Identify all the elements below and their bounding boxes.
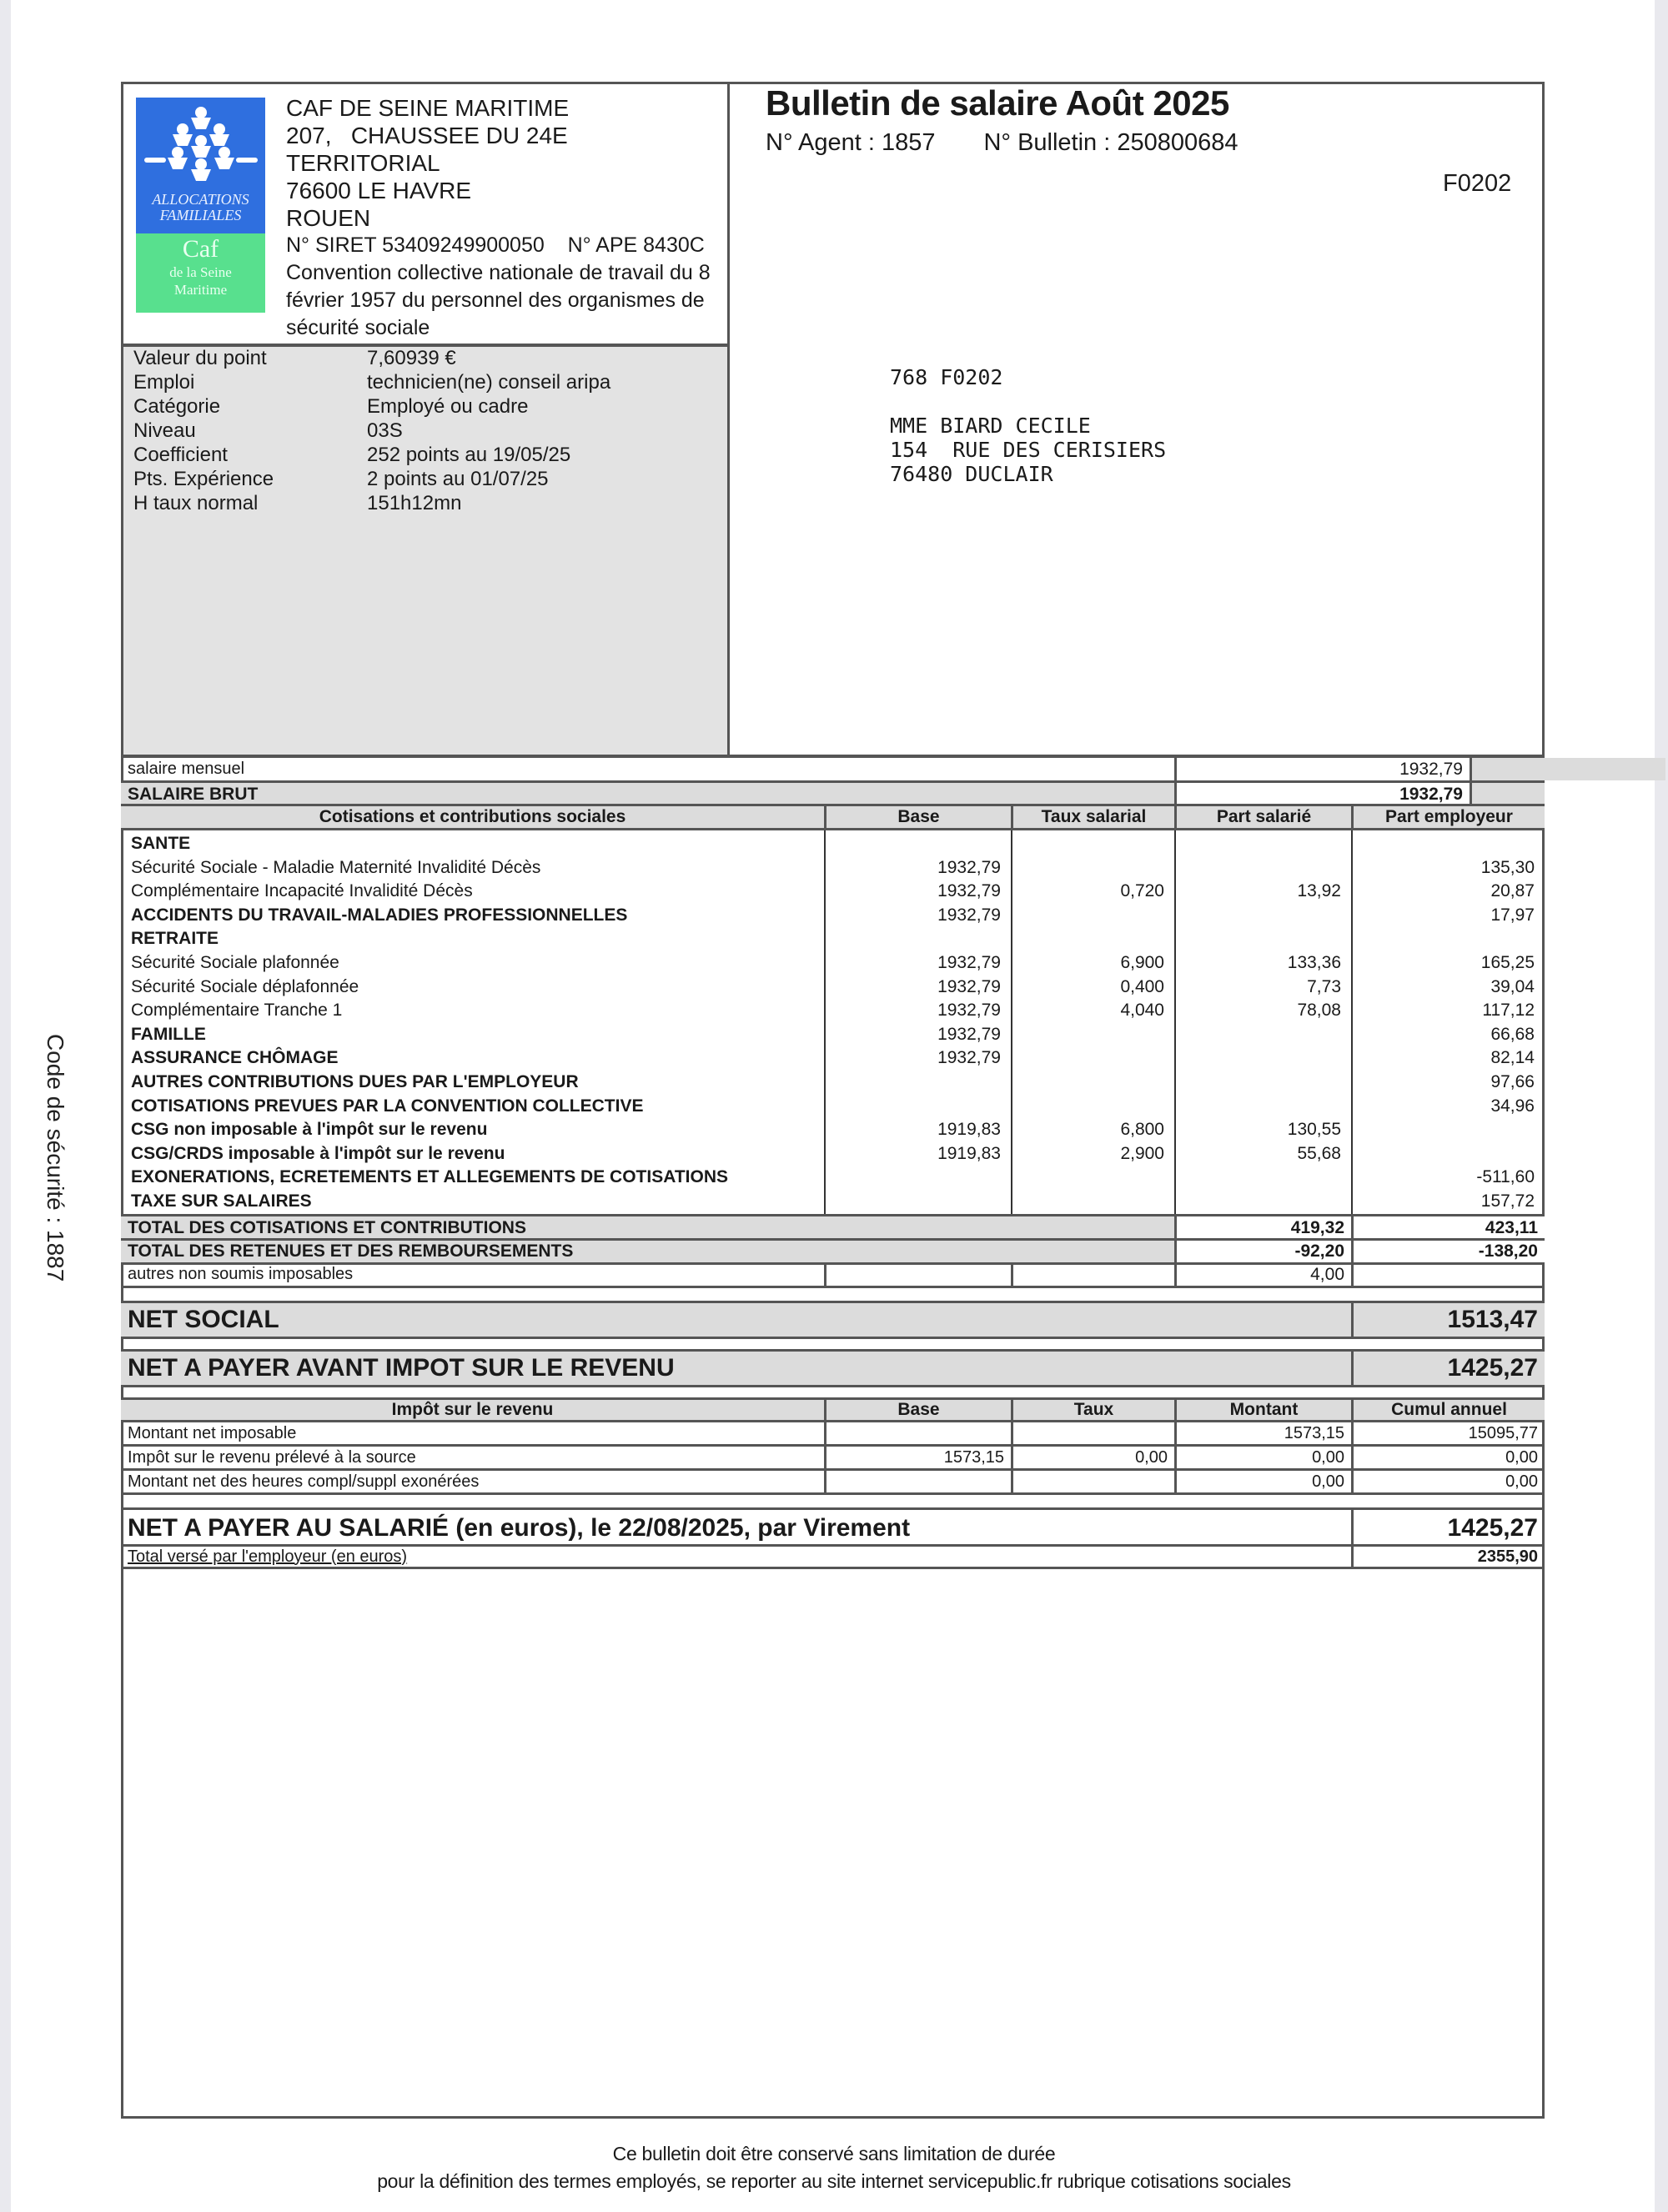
employer-convention: Convention collective nationale de travail du 8 février 1957 du personnel des organismes de sécurité sociale bbox=[286, 261, 711, 339]
contrib-row-label: AUTRES CONTRIBUTIONS DUES PAR L'EMPLOYEUR bbox=[131, 1072, 579, 1091]
net-pay-value: 1425,27 bbox=[1351, 1510, 1545, 1546]
tax-col-label: Impôt sur le revenu bbox=[391, 1400, 554, 1419]
tax-col-rate: Taux bbox=[1011, 1400, 1174, 1420]
page-edge-right bbox=[1655, 0, 1668, 2212]
employer-address3: 76600 LE HAVRE bbox=[286, 178, 472, 203]
contrib-row-rate: 4,040 bbox=[1120, 1001, 1164, 1021]
contrib-row-label: TAXE SUR SALAIRES bbox=[131, 1191, 312, 1211]
tax-col-base: Base bbox=[824, 1400, 1011, 1420]
employer-address1: 207, CHAUSSEE DU 24E bbox=[286, 123, 568, 148]
tax-row-cumul: 0,00 bbox=[1351, 1471, 1545, 1492]
contrib-row-employer: -511,60 bbox=[1476, 1167, 1535, 1187]
caf-family-figures-icon bbox=[136, 98, 265, 189]
total-retenues-row bbox=[121, 1238, 1545, 1265]
tax-col-cumul: Cumul annuel bbox=[1351, 1400, 1545, 1420]
tax-row-amount: 1573,15 bbox=[1174, 1422, 1351, 1444]
bulletin-code: F0202 bbox=[1443, 170, 1512, 197]
contrib-row-label: FAMILLE bbox=[131, 1024, 206, 1044]
info-value: 151h12mn bbox=[367, 492, 462, 514]
caf-logo bbox=[136, 98, 265, 313]
contrib-row-label: EXONERATIONS, ECRETEMENTS ET ALLEGEMENTS DE COTISATIONS bbox=[131, 1167, 728, 1187]
page-edge-left bbox=[0, 0, 11, 2212]
logo-bottom bbox=[136, 233, 265, 313]
contrib-row-employer: 66,68 bbox=[1490, 1024, 1535, 1044]
total-retenues-label: TOTAL DES RETENUES ET DES REMBOURSEMENTS bbox=[128, 1241, 574, 1261]
info-row bbox=[133, 371, 610, 394]
total-contrib-employer: 423,11 bbox=[1351, 1216, 1545, 1239]
bulletin-ids bbox=[766, 129, 1287, 157]
info-value: 7,60939 € bbox=[367, 347, 456, 369]
autres-employer bbox=[1351, 1263, 1545, 1286]
contrib-row-label: Sécurité Sociale plafonnée bbox=[131, 953, 339, 972]
tax-row-label: Montant net imposable bbox=[128, 1423, 297, 1442]
info-row bbox=[133, 492, 461, 515]
net-before-tax-row bbox=[121, 1349, 1545, 1387]
contrib-row-employee: 55,68 bbox=[1297, 1143, 1341, 1163]
info-label: Catégorie bbox=[133, 395, 221, 418]
tax-row-rate: 0,00 bbox=[1011, 1447, 1174, 1468]
tax-row bbox=[121, 1422, 1545, 1447]
tax-row-rate bbox=[1011, 1471, 1174, 1492]
contrib-row-employer: 117,12 bbox=[1482, 1001, 1535, 1021]
contrib-row-employee: 13,92 bbox=[1297, 881, 1341, 901]
total-retenues-employer: -138,20 bbox=[1351, 1241, 1545, 1262]
info-row bbox=[133, 468, 549, 491]
col-header-base: Base bbox=[824, 806, 1011, 828]
contrib-row-base: 1932,79 bbox=[937, 881, 1001, 901]
contrib-row-label: ACCIDENTS DU TRAVAIL-MALADIES PROFESSIONNELLES bbox=[131, 905, 628, 925]
recipient-city: 76480 DUCLAIR bbox=[890, 462, 1053, 486]
gross-salary-row bbox=[121, 780, 1545, 805]
tax-row-cumul: 15095,77 bbox=[1351, 1422, 1545, 1444]
logo-sub-text bbox=[136, 263, 265, 298]
bulletin-number: N° Bulletin : 250800684 bbox=[983, 129, 1238, 156]
info-value: 2 points au 01/07/25 bbox=[367, 468, 549, 490]
employer-address4: ROUEN bbox=[286, 205, 371, 231]
contrib-row-base: 1932,79 bbox=[937, 1001, 1001, 1021]
col-header-employee: Part salarié bbox=[1174, 806, 1351, 828]
logo-top bbox=[136, 98, 265, 233]
contrib-row-employer: 97,66 bbox=[1490, 1072, 1535, 1091]
logo-caf-text: Caf bbox=[182, 235, 219, 263]
info-value: 03S bbox=[367, 419, 403, 442]
security-code: Code de sécurité : 1887 bbox=[43, 1034, 68, 1282]
autres-rate bbox=[1011, 1263, 1174, 1286]
net-pay-row bbox=[121, 1507, 1545, 1546]
contrib-row-employer: 82,14 bbox=[1490, 1048, 1535, 1068]
employer-address2: TERRITORIAL bbox=[286, 150, 440, 176]
contrib-row-employee: 130,55 bbox=[1287, 1120, 1341, 1140]
total-retenues-employee: -92,20 bbox=[1174, 1241, 1351, 1262]
tax-col-amount: Montant bbox=[1174, 1400, 1351, 1420]
info-value: Employé ou cadre bbox=[367, 395, 529, 418]
total-contrib-label: TOTAL DES COTISATIONS ET CONTRIBUTIONS bbox=[128, 1217, 526, 1237]
net-social-label: NET SOCIAL bbox=[128, 1306, 279, 1333]
contrib-row-label: Sécurité Sociale déplafonnée bbox=[131, 976, 359, 996]
contrib-row-employee: 78,08 bbox=[1297, 1001, 1341, 1021]
contrib-row-employer: 165,25 bbox=[1480, 953, 1535, 972]
autres-label: autres non soumis imposables bbox=[128, 1265, 354, 1283]
info-row bbox=[133, 444, 570, 467]
contrib-row-rate: 0,720 bbox=[1120, 881, 1164, 901]
info-value: technicien(ne) conseil aripa bbox=[367, 371, 611, 394]
tax-row-base bbox=[824, 1471, 1011, 1492]
contrib-row-label: Complémentaire Tranche 1 bbox=[131, 1001, 343, 1021]
col-header-employer: Part employeur bbox=[1351, 806, 1545, 828]
contrib-row-label: Complémentaire Incapacité Invalidité Décès bbox=[131, 881, 473, 901]
autres-employee: 4,00 bbox=[1174, 1263, 1351, 1286]
contrib-row-base: 1932,79 bbox=[937, 976, 1001, 996]
footer-line1: Ce bulletin doit être conservé sans limitation de durée bbox=[612, 2143, 1056, 2164]
employer-details bbox=[286, 94, 728, 342]
tax-row-amount: 0,00 bbox=[1174, 1447, 1351, 1468]
employer-ape: N° APE 8430C bbox=[567, 233, 705, 257]
tax-row-base bbox=[824, 1422, 1011, 1444]
tax-row-base: 1573,15 bbox=[824, 1447, 1011, 1468]
employer-total-label: Total versé par l'employeur (en euros) bbox=[128, 1547, 408, 1566]
contrib-row-employer: 17,97 bbox=[1490, 905, 1535, 925]
contrib-row-base: 1932,79 bbox=[937, 905, 1001, 925]
employer-total-row bbox=[121, 1544, 1545, 1569]
employer-total-value: 2355,90 bbox=[1351, 1547, 1545, 1567]
net-social-row bbox=[121, 1301, 1545, 1339]
info-label: Emploi bbox=[133, 371, 195, 394]
contrib-row-employer: 34,96 bbox=[1490, 1096, 1535, 1116]
contrib-row-employer: 39,04 bbox=[1490, 976, 1535, 996]
contrib-row-label: COTISATIONS PREVUES PAR LA CONVENTION COLLECTIVE bbox=[131, 1096, 644, 1116]
contrib-row-employer: 157,72 bbox=[1480, 1191, 1535, 1211]
contrib-row-rate: 2,900 bbox=[1120, 1143, 1164, 1163]
contrib-row-base: 1932,79 bbox=[937, 857, 1001, 877]
info-row bbox=[133, 395, 528, 419]
tax-row-label: Impôt sur le revenu prélevé à la source bbox=[128, 1447, 416, 1467]
employer-name: CAF DE SEINE MARITIME bbox=[286, 95, 570, 121]
footer-line2: pour la définition des termes employés, se reporter au site internet servicepublic.fr rubrique cotisations sociales bbox=[377, 2170, 1291, 2192]
total-contrib-employee: 419,32 bbox=[1174, 1216, 1351, 1239]
net-before-tax-value: 1425,27 bbox=[1351, 1352, 1545, 1385]
bulletin-block bbox=[727, 82, 1545, 757]
tax-row-label: Montant net des heures compl/suppl exonérées bbox=[128, 1472, 480, 1491]
contrib-row-label: RETRAITE bbox=[131, 929, 219, 949]
info-row bbox=[133, 419, 403, 443]
logo-sub2: Maritime bbox=[173, 282, 228, 298]
info-value: 252 points au 19/05/25 bbox=[367, 444, 571, 466]
info-label: Niveau bbox=[133, 419, 196, 442]
employer-ids bbox=[286, 232, 728, 259]
page-title: Bulletin de salaire Août 2025 bbox=[766, 83, 1229, 123]
contrib-row-employer: 20,87 bbox=[1490, 881, 1535, 901]
monthly-salary-employer bbox=[1472, 758, 1665, 780]
contrib-row-employee: 133,36 bbox=[1287, 953, 1341, 972]
contrib-row-label: CSG non imposable à l'impôt sur le revenu bbox=[131, 1120, 488, 1140]
tax-row-rate bbox=[1011, 1422, 1174, 1444]
info-row bbox=[133, 347, 456, 370]
contrib-row-employee: 7,73 bbox=[1307, 976, 1341, 996]
net-pay-label: NET A PAYER AU SALARIÉ (en euros), le 22/08/2025, par Virement bbox=[128, 1513, 911, 1542]
net-before-tax-label: NET A PAYER AVANT IMPOT SUR LE REVENU bbox=[128, 1354, 675, 1382]
contrib-row-base: 1919,83 bbox=[937, 1120, 1001, 1140]
info-label: Valeur du point bbox=[133, 347, 267, 369]
recipient-street: 154 RUE DES CERISIERS bbox=[890, 438, 1167, 462]
tax-row bbox=[121, 1471, 1545, 1495]
monthly-salary-row bbox=[121, 755, 1545, 780]
recipient-name: MME BIARD CECILE bbox=[890, 414, 1091, 438]
col-header-rate: Taux salarial bbox=[1011, 806, 1174, 828]
net-social-value: 1513,47 bbox=[1351, 1303, 1545, 1337]
contrib-row-base: 1932,79 bbox=[937, 1024, 1001, 1044]
tax-row-cumul: 0,00 bbox=[1351, 1447, 1545, 1468]
contrib-row-rate: 0,400 bbox=[1120, 976, 1164, 996]
agent-number: N° Agent : 1857 bbox=[766, 129, 936, 156]
autres-row bbox=[121, 1263, 1545, 1288]
employer-siret: N° SIRET 53409249900050 bbox=[286, 233, 545, 257]
contrib-row-employer: 135,30 bbox=[1480, 857, 1535, 877]
col-header-label: Cotisations et contributions sociales bbox=[319, 807, 626, 826]
info-label: H taux normal bbox=[133, 492, 259, 514]
contrib-row-base: 1919,83 bbox=[937, 1143, 1001, 1163]
autres-base bbox=[824, 1263, 1011, 1286]
logo-line1: ALLOCATIONS bbox=[152, 191, 249, 208]
tax-row bbox=[121, 1447, 1545, 1471]
tax-row-amount: 0,00 bbox=[1174, 1471, 1351, 1492]
gross-salary-label: SALAIRE BRUT bbox=[128, 784, 259, 804]
contrib-header-row bbox=[121, 804, 1545, 830]
logo-line2: FAMILIALES bbox=[159, 207, 242, 223]
info-label: Pts. Expérience bbox=[133, 468, 274, 490]
logo-sub1: de la Seine bbox=[169, 264, 232, 280]
tax-header-row bbox=[121, 1397, 1545, 1422]
contrib-row-label: ASSURANCE CHÔMAGE bbox=[131, 1048, 339, 1068]
contrib-row-base: 1932,79 bbox=[937, 953, 1001, 972]
monthly-salary-label: salaire mensuel bbox=[128, 760, 245, 778]
contrib-row-label: CSG/CRDS imposable à l'impôt sur le revenu bbox=[131, 1143, 505, 1163]
employee-info-box bbox=[121, 344, 730, 757]
contrib-row-rate: 6,900 bbox=[1120, 953, 1164, 972]
contrib-row-label: SANTE bbox=[131, 834, 191, 853]
total-contrib-row bbox=[121, 1214, 1545, 1239]
contrib-row-rate: 6,800 bbox=[1120, 1120, 1164, 1140]
logo-allocations-text bbox=[136, 192, 265, 223]
recipient-ref: 768 F0202 bbox=[890, 365, 1003, 389]
contrib-row-base: 1932,79 bbox=[937, 1048, 1001, 1068]
contrib-row-label: Sécurité Sociale - Maladie Maternité Invalidité Décès bbox=[131, 857, 541, 877]
gross-salary-value: 1932,79 bbox=[1174, 783, 1472, 805]
monthly-salary-value: 1932,79 bbox=[1174, 758, 1472, 780]
info-label: Coefficient bbox=[133, 444, 228, 466]
